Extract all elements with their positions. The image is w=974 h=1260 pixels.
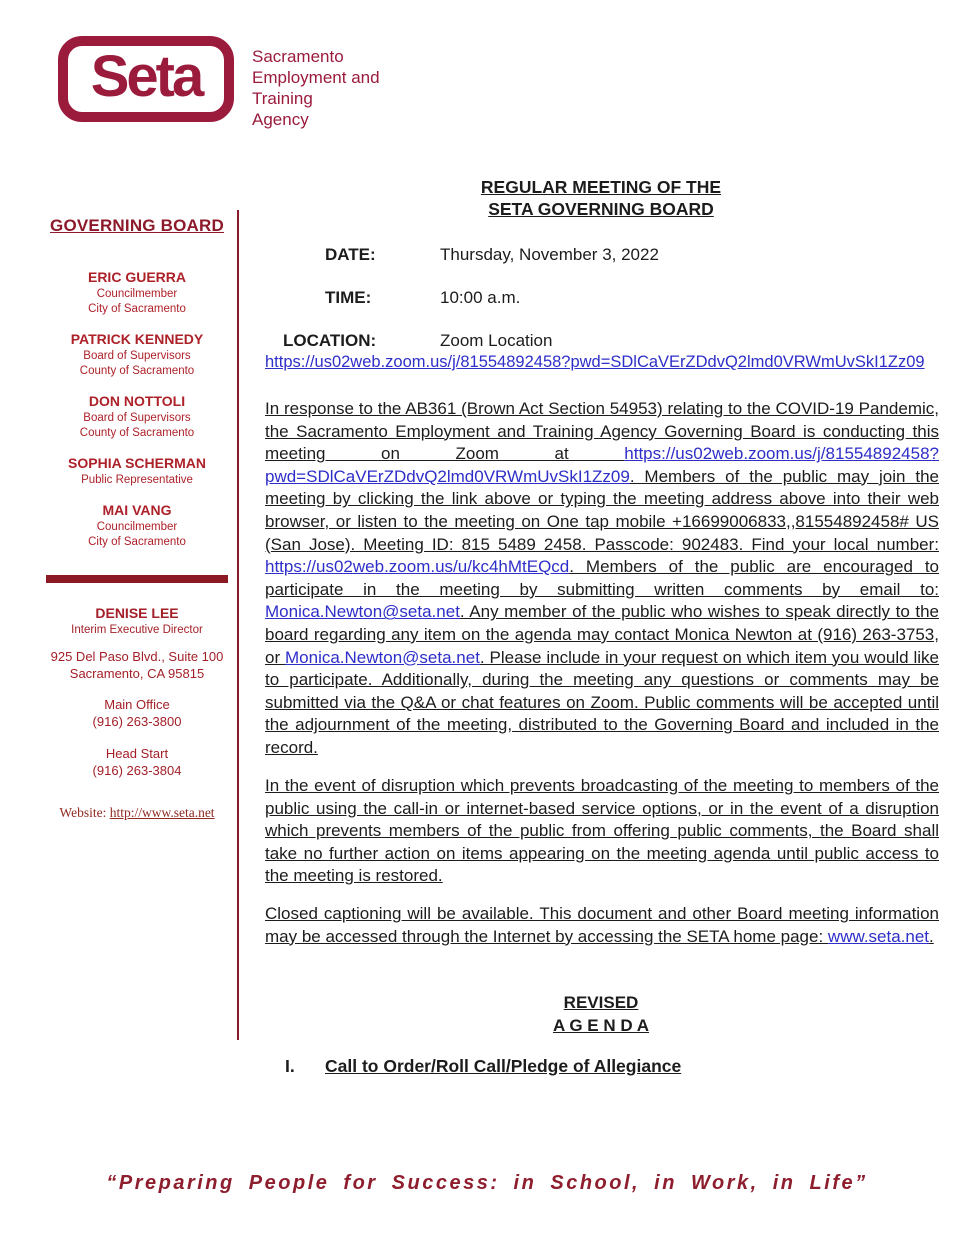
seta-logo-icon	[58, 36, 234, 122]
title-line-2: SETA GOVERNING BOARD	[488, 199, 714, 219]
text-segment: Closed captioning will be available. This document and other Board meeting information may be accessed through the Internet by accessing the SETA home page:	[265, 904, 939, 946]
text-segment: . Please include in your request on which item you would like to participate. Additionally, during the meeting any questions or comments may be submitted via the Q&A or chat features on Zoom. Public comments will be accepted until the adjournment of the meeting, distributed to the Governing Board and included in the record.	[265, 647, 939, 757]
seta-logo-text: Seta	[90, 43, 202, 109]
member-title: Board of Supervisors	[83, 412, 191, 424]
contact-phone: (916) 263-3804	[92, 763, 182, 778]
agency-address	[40, 648, 234, 682]
location-value: Zoom Location	[440, 331, 553, 350]
main-office-contact	[40, 696, 234, 730]
agency-name	[252, 36, 380, 130]
website-row	[40, 805, 234, 821]
contact-label: Main Office	[104, 697, 170, 712]
member-title: Board of Supervisors	[83, 350, 191, 362]
inline-link[interactable]: Monica.Newton@seta.net	[285, 647, 480, 667]
date-value: Thursday, November 3, 2022	[440, 245, 659, 264]
board-member	[40, 392, 234, 441]
governing-board-sidebar	[40, 216, 234, 821]
zoom-location-link-row	[265, 353, 937, 372]
member-title: City of Sacramento	[88, 303, 186, 315]
website-link[interactable]: http://www.seta.net	[109, 805, 215, 820]
board-member	[40, 501, 234, 550]
vertical-divider	[237, 210, 239, 1040]
director-title: Interim Executive Director	[71, 624, 203, 636]
agency-name-line: Employment and	[252, 68, 380, 87]
board-member	[40, 454, 234, 488]
text-segment: . Members of the public are encouraged to participate in the meeting by submitting written comments by email to:	[265, 557, 939, 599]
text-segment: In the event of disruption which prevents broadcasting of the meeting to members of the public using the call-in or internet-based service options, or in the event of a disruption which prevents members of the public from offering public comments, the Board shall take no further action on items appearing on the meeting agenda until public access to the meeting is restored.	[265, 776, 939, 886]
member-title: County of Sacramento	[79, 427, 195, 439]
inline-link[interactable]: https://us02web.zoom.us/u/kc4hMtEQcd	[265, 557, 570, 577]
zoom-meeting-link[interactable]: https://us02web.zoom.us/j/81554892458?pwd=SDlCaVErZDdvQ2lmd0VRWmUvSkI1Zz09	[265, 353, 925, 371]
member-name: MAI VANG	[102, 502, 172, 518]
text-segment: . Members of the public may join the meeting by clicking the link above or typing the meeting address above into their web browser, or listen to the meeting on One tap mobile +16699006833,,81554892458# US (San Jose). Meeting ID: 815 5489 2458. Passcode: 902483. Find your local number:	[265, 466, 939, 554]
time-label: TIME:	[325, 288, 372, 307]
board-member	[40, 268, 234, 317]
inline-link[interactable]: www.seta.net	[827, 926, 930, 946]
director-name: DENISE LEE	[95, 605, 179, 621]
time-value: 10:00 a.m.	[440, 288, 521, 307]
text-segment: . Any member of the public who wishes to speak directly to the board regarding any item on the agenda may contact Monica Newton at (916) 263-3753, or	[265, 602, 939, 667]
seta-logo	[58, 36, 380, 130]
agenda-title: A G E N D A	[552, 1016, 650, 1035]
agenda-revised-label: REVISED	[563, 993, 639, 1012]
address-line: Sacramento, CA 95815	[69, 666, 205, 681]
member-name: ERIC GUERRA	[87, 269, 186, 285]
member-name: DON NOTTOLI	[88, 393, 186, 409]
contact-phone: (916) 263-3800	[92, 714, 182, 729]
member-name: SOPHIA SCHERMAN	[68, 455, 206, 471]
text-segment: .	[929, 926, 934, 946]
member-title: Public Representative	[81, 474, 193, 486]
paragraph-closed-captioning	[265, 903, 939, 948]
sidebar-divider	[46, 575, 228, 583]
agency-name-line: Training	[252, 89, 313, 108]
inline-link[interactable]: https://us02web.zoom.us/j/81554892458?pwd=SDlCaVErZDdvQ2lmd0VRWmUvSkI1Zz09	[265, 444, 939, 486]
paragraph-zoom-participation	[265, 398, 939, 760]
sidebar-heading: GOVERNING BOARD	[50, 216, 224, 235]
agency-name-line: Sacramento	[252, 47, 344, 66]
paragraph-disruption-policy	[265, 775, 939, 888]
contact-label: Head Start	[105, 746, 169, 761]
head-start-contact	[40, 745, 234, 779]
member-title: Councilmember	[96, 521, 178, 533]
date-label: DATE:	[325, 245, 376, 264]
document-title	[265, 176, 937, 220]
member-name: PATRICK KENNEDY	[70, 331, 204, 347]
agenda-item-number: I.	[285, 1056, 295, 1076]
location-label: LOCATION:	[283, 331, 377, 350]
inline-link[interactable]: Monica.Newton@seta.net	[265, 602, 460, 622]
member-title: County of Sacramento	[79, 365, 195, 377]
agenda-heading	[265, 991, 937, 1037]
member-title: Councilmember	[96, 288, 178, 300]
member-title: City of Sacramento	[88, 536, 186, 548]
agenda-item-label: Call to Order/Roll Call/Pledge of Allegiance	[325, 1056, 682, 1076]
title-line-1: REGULAR MEETING OF THE	[480, 177, 722, 197]
address-line: 925 Del Paso Blvd., Suite 100	[50, 649, 224, 664]
agency-name-line: Agency	[252, 110, 309, 129]
website-label: Website:	[59, 805, 110, 820]
text-segment: In response to the AB361 (Brown Act Section 54953) relating to the COVID-19 Pandemic, the Sacramento Employment and Training Agency Governing Board is conducting this meeting on Zoom at	[265, 399, 939, 464]
board-member	[40, 330, 234, 379]
footer-quote: “Preparing People for Success: in School, in Work, in Life”	[106, 1172, 868, 1194]
